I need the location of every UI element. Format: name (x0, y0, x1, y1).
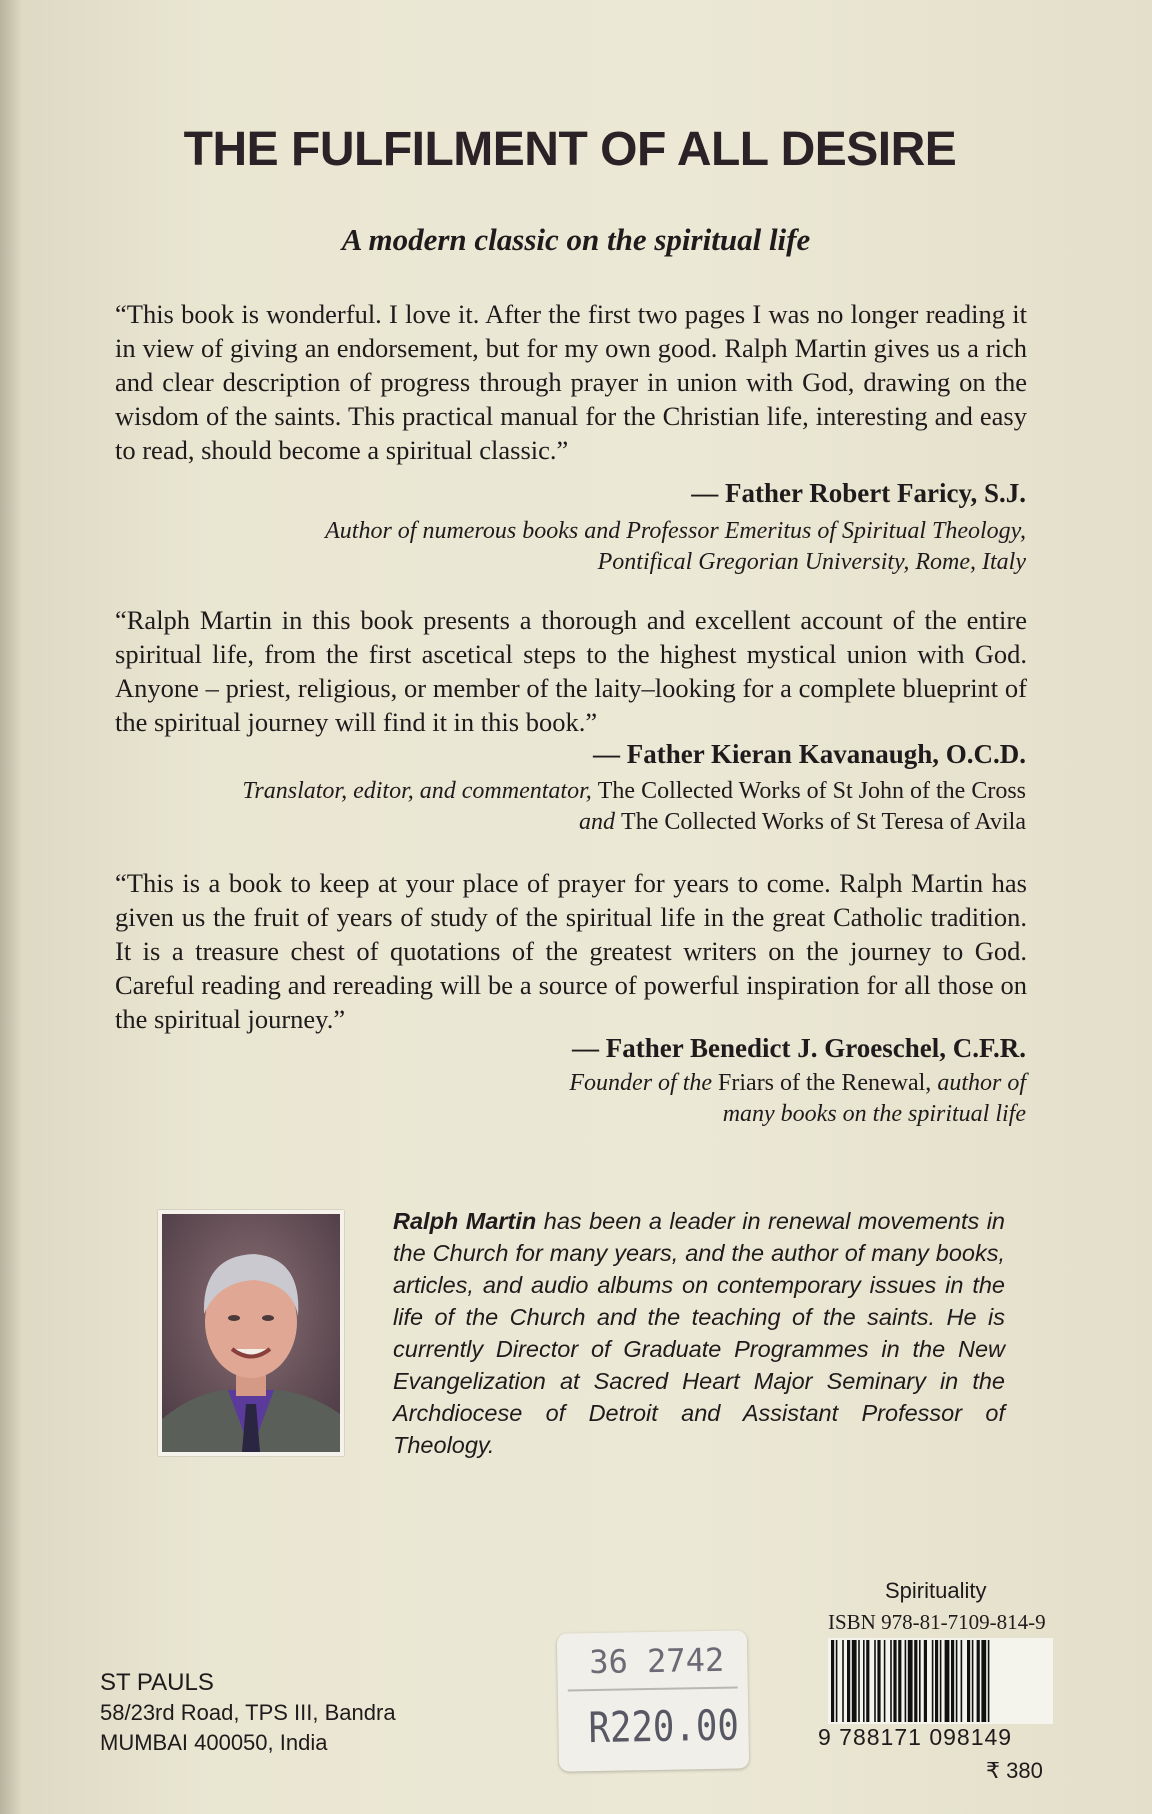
barcode-bar (935, 1640, 938, 1722)
isbn-label: ISBN 978-81-7109-814-9 (828, 1610, 1046, 1634)
publisher-address-line: 58/23rd Road, TPS III, Bandra (100, 1700, 396, 1725)
barcode-bar (951, 1640, 954, 1722)
barcode-bar (884, 1640, 886, 1722)
barcode-bar (874, 1640, 876, 1722)
affiliation-line (126, 1068, 1026, 1099)
affiliation-prefix: Founder of the (569, 1070, 713, 1096)
affiliation-suffix: author of (937, 1070, 1026, 1096)
endorsement-affiliation-1 (126, 516, 1026, 578)
barcode-bar (972, 1640, 974, 1722)
affiliation-line: many books on the spiritual life (722, 1101, 1026, 1127)
barcode-bar (945, 1640, 950, 1722)
barcode-bar (877, 1640, 880, 1722)
barcode-bar (836, 1640, 838, 1722)
author-portrait-illustration (162, 1214, 340, 1452)
endorsement-quote-1: “This book is wonderful. I love it. After the first two pages I was no longer reading it in view of giving an endorsement, but for my own good. Ralph Martin gives us a rich and clear description of progress through prayer in union with God, drawing on the wisdom of the saints. This practical manual for the Christian life, interesting and easy to read, should become a spiritual classic.” (115, 299, 1027, 465)
barcode-bar (842, 1640, 844, 1722)
publisher-address-line: MUMBAI 400050, India (100, 1730, 328, 1755)
book-subtitle: A modern classic on the spiritual life (341, 222, 811, 257)
barcode-bar (956, 1640, 958, 1722)
barcode (828, 1638, 1053, 1724)
affiliation-line: Pontifical Gregorian University, Rome, Italy (597, 549, 1026, 575)
barcode-bar (940, 1640, 942, 1722)
endorsement-affiliation-3 (126, 1068, 1026, 1130)
barcode-bar (893, 1640, 896, 1722)
barcode-bar (866, 1640, 869, 1722)
barcode-bar (898, 1640, 901, 1722)
barcode-bar (932, 1640, 934, 1722)
barcode-bar (961, 1640, 963, 1722)
barcode-bar (967, 1640, 970, 1722)
endorsement-attribution-1: — Father Robert Faricy, S.J. (691, 478, 1026, 508)
affiliation-line: Author of numerous books and Professor Emeritus of Spiritual Theology, (325, 518, 1026, 544)
sticker-price: R220.00 (588, 1700, 740, 1753)
endorsement-attribution-3: — Father Benedict J. Groeschel, C.F.R. (572, 1033, 1026, 1063)
author-name: Ralph Martin (393, 1208, 537, 1234)
affiliation-conjunction: and (579, 809, 616, 835)
publisher-block (100, 1668, 396, 1758)
barcode-bar (988, 1640, 990, 1722)
author-photo (158, 1210, 344, 1456)
barcode-bars (828, 1638, 1053, 1724)
publisher-name: ST PAULS (100, 1669, 214, 1696)
endorsement-attribution-2: — Father Kieran Kavanaugh, O.C.D. (592, 739, 1026, 769)
author-bio (393, 1205, 1005, 1461)
spine-shadow (0, 0, 22, 1814)
price-sticker (557, 1630, 749, 1771)
affiliation-work: The Collected Works of St John of the Cross (597, 778, 1026, 804)
barcode-bar (905, 1640, 907, 1722)
affiliation-work: The Collected Works of St Teresa of Avila (621, 809, 1026, 835)
barcode-bar (852, 1640, 857, 1722)
affiliation-line (126, 807, 1026, 838)
barcode-bar (863, 1640, 865, 1722)
affiliation-role: Translator, editor, and commentator, (242, 778, 592, 804)
barcode-bar (977, 1640, 980, 1722)
barcode-bar (981, 1640, 986, 1722)
barcode-bar (908, 1640, 913, 1722)
endorsement-quote-2: “Ralph Martin in this book presents a thorough and excellent account of the entire spiritual life, from the first ascetical steps to the highest mystical union with God. Anyone – priest, religious, or member of the laity–looking for a complete blueprint of the spiritual journey will find it in this book.” (115, 605, 1027, 737)
barcode-bar (831, 1640, 834, 1722)
barcode-bar (890, 1640, 892, 1722)
category-label: Spirituality (885, 1578, 987, 1603)
endorsement-quote-3: “This is a book to keep at your place of prayer for years to come. Ralph Martin has given us the fruit of years of study of the spiritual life in the great Catholic tradition. It is a treasure chest of quotations of the greatest writers on the journey to God. Careful reading and rereading will be a source of powerful inspiration for all those on the spiritual journey.” (115, 868, 1027, 1034)
barcode-digits: 9 788171 098149 (818, 1724, 1013, 1750)
barcode-bar (847, 1640, 850, 1722)
barcode-bar (924, 1640, 927, 1722)
affiliation-line (126, 776, 1026, 807)
author-bio-text: has been a leader in renewal movements in the Church for many years, and the author of many books, articles, and audio albums on contemporary issues in the life of the Church and the teaching of the saints. He is currently Director of Graduate Programmes in the New Evangelization at Sacred Heart Major Seminary in the Archdiocese of Detroit and Assistant Professor of Theology. (393, 1208, 1005, 1458)
price-label: ₹ 380 (986, 1758, 1043, 1783)
affiliation-org: Friars of the Renewal, (718, 1070, 932, 1096)
barcode-bar (858, 1640, 860, 1722)
endorsement-affiliation-2 (126, 776, 1026, 838)
sticker-divider (568, 1687, 738, 1692)
barcode-bar (919, 1640, 921, 1722)
barcode-bar (914, 1640, 917, 1722)
sticker-code: 36 2742 (588, 1640, 725, 1682)
book-title: THE FULFILMENT OF ALL DESIRE (183, 123, 957, 176)
